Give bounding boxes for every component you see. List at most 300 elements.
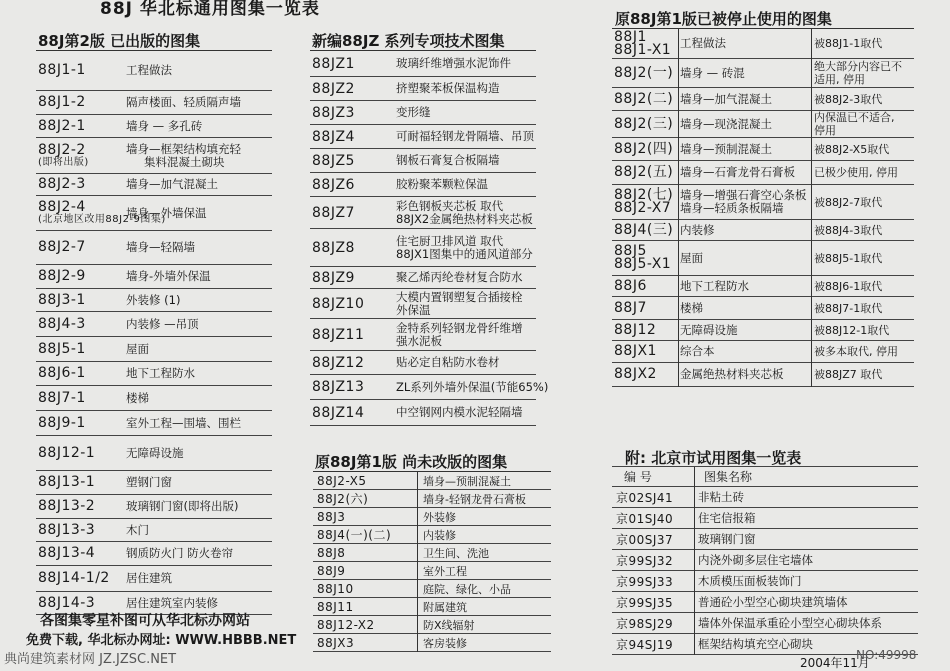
item-name xyxy=(396,400,523,425)
item-name xyxy=(126,436,184,470)
item-code: 京98SJ29 xyxy=(616,616,674,631)
item-code: 88J3 xyxy=(317,509,346,524)
left-section-title: 88J第2版 已出版的图集 xyxy=(38,32,201,50)
item-note-text: 被88J4-3取代 xyxy=(814,223,883,237)
item-code xyxy=(38,174,128,195)
item-name-text-2: 外保温 xyxy=(396,302,431,317)
table-row xyxy=(612,220,914,241)
table-row xyxy=(612,29,914,59)
item-name: 墙身—预制混凝土 xyxy=(423,474,511,488)
item-note-text: 被多本取代, 停用 xyxy=(814,345,898,358)
item-name xyxy=(126,542,233,565)
item-code-text: 88J13-1 xyxy=(38,474,96,490)
item-note xyxy=(814,297,914,319)
table-row xyxy=(36,174,272,196)
item-code-text: 88J2(二) xyxy=(614,90,674,107)
item-code: 88JZ9 xyxy=(312,269,355,286)
table-row xyxy=(612,487,918,508)
item-code: 京99SJ35 xyxy=(616,595,674,610)
item-code: 88JZ5 xyxy=(312,152,355,169)
item-code xyxy=(38,196,166,230)
item-code: 88J12-X2 xyxy=(317,617,375,632)
table-row xyxy=(310,77,536,101)
item-code-text: 88J3-1 xyxy=(38,291,86,308)
item-code-text: 88J13-2 xyxy=(38,498,96,514)
item-name-text: 住宅厨卫排风道 取代 xyxy=(396,233,504,248)
item-code: 88J10 xyxy=(317,581,354,596)
item-code xyxy=(614,29,678,58)
item-code-text: 88J2(一) xyxy=(614,64,674,81)
item-code xyxy=(38,312,128,336)
item-code xyxy=(38,495,128,518)
item-note xyxy=(814,111,914,137)
item-code-text: 88J2(四) xyxy=(614,140,674,157)
table-row xyxy=(310,197,536,229)
item-name-text: 工程做法 xyxy=(126,63,172,77)
item-name-text: 塑钢门窗 xyxy=(126,475,172,489)
beijing-table xyxy=(612,466,918,655)
item-name xyxy=(680,185,810,219)
table-row xyxy=(612,297,914,320)
item-code-text: 88J4(三) xyxy=(614,221,674,238)
table-row xyxy=(313,472,551,490)
item-name xyxy=(680,320,810,340)
item-code: 京01SJ40 xyxy=(616,511,674,526)
beijing-header-code: 编 号 xyxy=(624,470,652,484)
table-row xyxy=(612,161,914,185)
item-code xyxy=(38,265,128,288)
table-row xyxy=(36,386,272,411)
item-code-text: 88J2(三) xyxy=(614,115,674,132)
item-code-text: 88J4-3 xyxy=(38,315,86,332)
item-name xyxy=(680,220,810,240)
item-code-text: 88J6-1 xyxy=(38,365,86,381)
item-name-text: ZL系列外墙外保温(节能65%) xyxy=(396,379,549,394)
item-name-text: 墙身—框架结构填充轻 xyxy=(126,141,241,156)
table-row xyxy=(612,185,914,220)
item-code-text: 88J2-7 xyxy=(38,239,86,255)
item-name xyxy=(126,362,195,385)
item-name xyxy=(396,351,500,374)
item-code-text: 88JX2 xyxy=(614,366,657,382)
item-code-text: 88J13-3 xyxy=(38,521,96,538)
middle-table xyxy=(310,51,549,426)
item-name-text: 大模内置钢塑复合插接栓 xyxy=(396,289,523,304)
item-code-text: 88J5-1 xyxy=(38,340,86,357)
item-code-text: 88J2-1 xyxy=(38,117,86,134)
item-name xyxy=(126,196,207,230)
item-name-text-2: 强水泥板 xyxy=(396,333,442,348)
right-table xyxy=(612,29,914,387)
item-name-text-2: 88JX2金属绝热材料夹芯板 xyxy=(396,211,533,226)
item-note xyxy=(814,363,914,386)
table-row xyxy=(36,51,272,91)
table-row xyxy=(310,319,536,351)
beijing-section-title: 附: 北京市试用图集一览表 xyxy=(625,449,802,467)
table-row xyxy=(313,544,551,562)
item-name: 墙体外保温承重砼小型空心砌块体系 xyxy=(698,616,882,630)
table-row xyxy=(310,149,536,173)
item-code: 88J2(六) xyxy=(317,492,369,506)
table-row xyxy=(36,231,272,265)
item-note-text-2: 停用 xyxy=(814,124,836,137)
item-code-text: 88J6 xyxy=(614,277,647,294)
item-code-text: 88J2-4 xyxy=(38,199,86,215)
item-name-text: 墙身—加气混凝土 xyxy=(680,91,772,106)
item-name xyxy=(680,341,810,362)
item-name xyxy=(680,138,810,160)
item-code xyxy=(614,59,678,87)
item-code xyxy=(38,138,128,173)
table-row xyxy=(612,613,918,634)
item-code-text: 88J7 xyxy=(614,299,647,316)
item-code xyxy=(614,88,678,110)
item-name-text: 钢板石膏复合板隔墙 xyxy=(396,153,500,167)
item-code xyxy=(38,566,128,591)
item-name-text: 墙身—现浇混凝土 xyxy=(680,116,772,131)
item-code: 88JZ2 xyxy=(312,80,355,97)
item-code xyxy=(38,231,128,264)
item-name xyxy=(396,375,548,399)
item-code: 京00SJ37 xyxy=(616,532,674,547)
table-row xyxy=(310,351,536,375)
item-name-text: 金属绝热材料夹芯板 xyxy=(680,367,784,381)
item-name-text: 彩色钢板夹芯板 取代 xyxy=(396,198,504,213)
item-name xyxy=(126,312,199,336)
item-name: 卫生间、洗池 xyxy=(423,546,489,560)
item-code: 88JZ14 xyxy=(312,404,365,421)
item-code-text: 88J9-1 xyxy=(38,414,86,431)
item-code xyxy=(614,341,678,362)
item-name xyxy=(126,51,172,90)
item-code: 88J11 xyxy=(317,599,354,614)
item-name xyxy=(680,297,810,319)
item-note xyxy=(814,320,914,340)
left-table xyxy=(36,51,272,615)
item-name xyxy=(396,197,533,228)
column-divider xyxy=(417,472,418,652)
table-row xyxy=(612,363,914,387)
table-row xyxy=(310,375,549,400)
item-name xyxy=(396,125,534,148)
item-name-text: 室外工程—围墙、围栏 xyxy=(126,415,241,430)
item-code xyxy=(614,297,678,319)
item-name-text-2: 墙身—轻质条板隔墙 xyxy=(680,201,784,215)
item-code: 88JZ12 xyxy=(312,354,365,371)
item-code: 88JZ13 xyxy=(312,379,365,395)
item-code: 88JZ8 xyxy=(312,239,355,256)
item-name xyxy=(126,174,218,195)
item-name-text: 中空钢网内模水泥轻隔墙 xyxy=(396,405,523,419)
item-code: 京02SJ41 xyxy=(616,490,674,505)
item-note xyxy=(814,138,914,160)
item-code-text: 88J5 xyxy=(614,243,647,259)
table-row xyxy=(612,529,918,550)
item-code-text: 88J12-1 xyxy=(38,444,96,461)
item-note xyxy=(814,59,914,87)
item-note xyxy=(814,220,914,240)
item-note xyxy=(814,161,914,184)
table-row xyxy=(612,138,914,161)
item-name-text: 墙身—外墙保温 xyxy=(126,205,207,220)
item-name-text: 地下工程防水 xyxy=(126,366,195,380)
item-name: 玻璃钢门窗 xyxy=(698,532,756,546)
item-name-text: 隔声楼面、轻质隔声墙 xyxy=(126,95,241,109)
left-footer-2: 免费下载, 华北标办网址: WWW.HBBB.NET xyxy=(26,633,297,648)
item-note-text: 被88J7-1取代 xyxy=(814,301,883,315)
item-name-text: 挤塑聚苯板保温构造 xyxy=(396,81,500,95)
item-name xyxy=(680,59,810,87)
item-name xyxy=(126,519,149,541)
item-code-text: 88J2(七) xyxy=(614,187,674,203)
item-name-text: 墙身 — 砖混 xyxy=(680,65,745,80)
beijing-divider xyxy=(694,467,695,655)
right-divider-1 xyxy=(678,29,679,387)
item-code: 88JZ6 xyxy=(312,176,355,193)
item-name: 框架结构填充空心砌块 xyxy=(698,637,813,651)
item-name: 墙身-轻钢龙骨石膏板 xyxy=(423,492,526,506)
item-name xyxy=(396,289,523,318)
item-code: 88J9 xyxy=(317,563,346,578)
item-note xyxy=(814,241,914,275)
item-name xyxy=(126,231,195,264)
item-name: 住宅信报箱 xyxy=(698,511,756,525)
item-code xyxy=(38,51,128,90)
item-name xyxy=(396,229,533,266)
right-divider-2 xyxy=(811,29,812,387)
item-code xyxy=(38,471,128,494)
item-name xyxy=(126,115,202,137)
table-row xyxy=(310,51,536,77)
beijing-header-name: 图集名称 xyxy=(704,470,753,484)
table-row xyxy=(612,320,914,341)
item-name xyxy=(126,138,241,173)
item-code-text-2: 88J5-X1 xyxy=(614,256,672,272)
item-name-text: 胶粉聚苯颗粒保温 xyxy=(396,177,488,191)
item-name-text: 楼梯 xyxy=(680,300,703,315)
table-row xyxy=(612,341,914,363)
item-name: 室外工程 xyxy=(423,564,467,578)
item-note-text: 已极少使用, 停用 xyxy=(814,166,898,179)
item-name-text: 钢质防火门 防火卷帘 xyxy=(126,546,234,560)
table-row xyxy=(313,634,551,652)
item-name xyxy=(126,566,172,591)
item-code xyxy=(614,220,678,240)
table-row xyxy=(36,519,272,542)
table-row xyxy=(310,125,536,149)
item-name-text: 工程做法 xyxy=(680,36,726,50)
item-code: 88JZ10 xyxy=(312,295,365,312)
item-name xyxy=(680,29,810,58)
table-row xyxy=(36,411,272,436)
table-row xyxy=(612,550,918,571)
item-name-text: 墙身—增强石膏空心条板 xyxy=(680,188,807,202)
table-row xyxy=(36,337,272,362)
item-note xyxy=(814,185,914,219)
middle-section-title: 新编88JZ 系列专项技术图集 xyxy=(312,32,505,50)
table-row xyxy=(612,571,918,592)
item-name: 庭院、绿化、小品 xyxy=(423,582,511,596)
item-name xyxy=(680,363,810,386)
item-note-text: 被88J12-1取代 xyxy=(814,323,890,337)
table-row xyxy=(313,508,551,526)
middle2-section-title: 原88J第1版 尚未改版的图集 xyxy=(315,453,508,471)
table-row xyxy=(36,436,272,471)
item-note-text: 绝大部分内容已不 xyxy=(814,60,902,73)
item-name: 外装修 xyxy=(423,510,456,524)
item-name-text-2: 集料混凝土砌块 xyxy=(144,154,225,169)
item-name-text: 墙身—预制混凝土 xyxy=(680,141,772,156)
item-name-text: 楼梯 xyxy=(126,390,149,405)
item-code xyxy=(38,386,128,410)
item-code: 88J8 xyxy=(317,545,346,560)
item-name xyxy=(126,411,241,435)
table-row xyxy=(310,173,536,197)
item-code xyxy=(38,289,128,311)
left-footer-1: 各图集零星补图可从华北标办网站 xyxy=(40,613,250,629)
item-name-text: 地下工程防水 xyxy=(680,278,749,293)
item-name xyxy=(126,91,241,114)
item-code-text: 88J14-3 xyxy=(38,594,96,611)
item-code: 京99SJ33 xyxy=(616,574,674,589)
item-note xyxy=(814,276,914,296)
item-name-text-2: 88JX1图集中的通风道部分 xyxy=(396,246,533,261)
item-name-text: 墙身—加气混凝土 xyxy=(126,177,218,191)
item-name-text: 屋面 xyxy=(126,341,149,356)
table-row xyxy=(310,229,536,267)
date-label: 2004年11月 xyxy=(800,656,870,670)
item-name xyxy=(126,495,238,518)
page-title: 88J 华北标通用图集一览表 xyxy=(100,0,320,19)
item-name: 木质模压面板装饰门 xyxy=(698,574,802,588)
beijing-header-row xyxy=(612,467,918,487)
item-note xyxy=(814,29,914,58)
item-code-text: 88J2-3 xyxy=(38,176,86,192)
item-code xyxy=(38,91,128,114)
item-code-text: 88J2-9 xyxy=(38,268,86,284)
item-note-text: 被88J6-1取代 xyxy=(814,279,883,293)
item-code xyxy=(614,161,678,184)
table-row xyxy=(313,526,551,544)
table-row xyxy=(36,362,272,386)
table-row xyxy=(36,196,272,231)
table-row xyxy=(36,566,272,592)
table-row xyxy=(36,289,272,312)
item-name: 附属建筑 xyxy=(423,600,467,614)
item-name xyxy=(396,51,511,76)
item-code xyxy=(38,436,128,470)
item-name: 防X线辐射 xyxy=(423,618,475,632)
item-name xyxy=(126,386,149,410)
item-code xyxy=(614,241,678,275)
item-name xyxy=(126,471,172,494)
table-row xyxy=(310,101,536,125)
item-name-text: 内装修 xyxy=(680,222,715,237)
table-row xyxy=(612,241,914,276)
item-name-text: 墙身 — 多孔砖 xyxy=(126,118,203,133)
item-name-text: 玻璃纤维增强水泥饰件 xyxy=(396,56,511,70)
table-row xyxy=(612,59,914,88)
item-name xyxy=(680,241,810,275)
item-name-text: 墙身-外墙外保温 xyxy=(126,269,211,283)
item-code-text: 88J2-2 xyxy=(38,141,86,158)
table-row xyxy=(313,580,551,598)
item-code-text: 88J1-1 xyxy=(38,62,86,78)
item-name xyxy=(396,319,523,350)
table-row xyxy=(313,598,551,616)
item-name: 非粘土砖 xyxy=(698,490,744,504)
item-name: 普通砼小型空心砌块建筑墙体 xyxy=(698,595,848,609)
item-code xyxy=(614,111,678,137)
item-name-text: 居住建筑室内装修 xyxy=(126,595,218,610)
item-name-text: 变形缝 xyxy=(396,105,431,119)
item-name xyxy=(680,88,810,110)
item-note-text: 内保温已不适合, xyxy=(814,111,895,124)
item-code-text: 88J14-1/2 xyxy=(38,570,110,586)
table-row xyxy=(36,115,272,138)
item-code: 88J4(一)(二) xyxy=(317,528,392,542)
item-code: 88JZ11 xyxy=(312,326,365,343)
item-note-text: 被88JZ7 取代 xyxy=(814,368,883,381)
item-name xyxy=(396,77,500,100)
item-code: 88JZ1 xyxy=(312,55,355,72)
item-code: 京94SJ19 xyxy=(616,637,674,652)
table-row xyxy=(612,592,918,613)
table-row xyxy=(313,562,551,580)
item-code: 88JZ4 xyxy=(312,128,355,145)
item-code-text: 88J1 xyxy=(614,28,647,45)
item-name-text: 居住建筑 xyxy=(126,571,172,585)
item-name-text: 金特系列轻钢龙骨纤维增 xyxy=(396,320,523,335)
item-name-text: 贴必定自粘防水卷材 xyxy=(396,355,500,369)
item-name xyxy=(680,276,810,296)
item-code xyxy=(38,337,128,361)
item-code-text: 88J2(五) xyxy=(614,164,674,180)
item-code-text-2: 88J2-X7 xyxy=(614,200,672,216)
table-row xyxy=(612,111,914,138)
item-name xyxy=(680,161,810,184)
table-row xyxy=(310,289,536,319)
item-name-text: 可耐福轻钢龙骨隔墙、吊顶 xyxy=(396,129,534,143)
item-note-text-2: 适用, 停用 xyxy=(814,73,865,86)
item-code xyxy=(38,411,128,435)
item-name-text: 木门 xyxy=(126,522,149,537)
catalog-number: NO:49998 xyxy=(856,648,917,662)
item-name-text: 聚乙烯丙纶卷材复合防水 xyxy=(396,270,523,284)
table-row xyxy=(36,495,272,519)
item-code-text: 88J1-2 xyxy=(38,94,86,110)
item-code-text: 88J12 xyxy=(614,321,657,338)
table-row xyxy=(36,265,272,289)
item-code: 88J2-X5 xyxy=(317,473,367,488)
item-code xyxy=(38,519,128,541)
item-name: 客房装修 xyxy=(423,636,467,650)
item-name xyxy=(126,265,211,288)
item-name xyxy=(396,149,500,172)
item-code: 88JZ7 xyxy=(312,204,355,221)
item-name xyxy=(396,173,488,196)
item-name-text: 玻璃钢门窗(即将出版) xyxy=(126,499,239,513)
item-name-text: 墙身—石膏龙骨石膏板 xyxy=(680,165,795,179)
item-code xyxy=(614,363,678,386)
item-name: 内装修 xyxy=(423,528,456,542)
item-name xyxy=(396,101,431,124)
table-row xyxy=(36,542,272,566)
item-note-text: 被88J2-3取代 xyxy=(814,92,883,106)
item-name-text: 无障碍设施 xyxy=(126,445,184,460)
table-row xyxy=(310,267,536,289)
item-code xyxy=(614,138,678,160)
